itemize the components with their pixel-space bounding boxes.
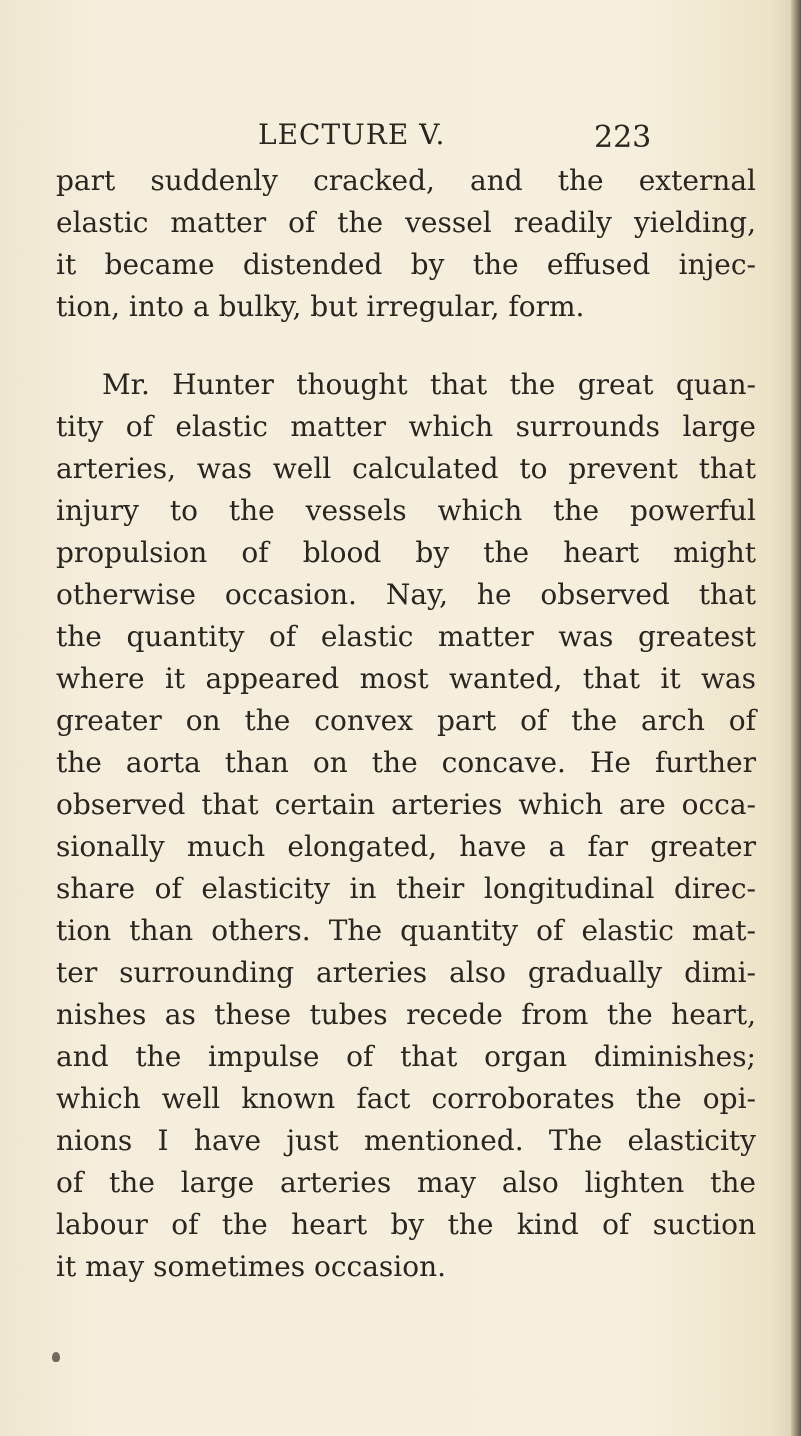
text-line: the quantity of elastic matter was greatest <box>56 620 756 653</box>
body-text <box>56 160 756 1288</box>
text-line: the aorta than on the concave. He further <box>56 746 756 779</box>
text-line: it became distended by the effused injec- <box>56 248 756 281</box>
text-line: tity of elastic matter which surrounds large <box>56 410 756 443</box>
text-line: nions I have just mentioned. The elasticity <box>56 1124 756 1157</box>
running-head: LECTURE V. <box>258 118 446 151</box>
ink-speck <box>52 1352 60 1362</box>
paragraph-gap <box>56 328 756 364</box>
text-line: labour of the heart by the kind of suction <box>56 1208 756 1241</box>
text-line: observed that certain arteries which are occa- <box>56 788 756 821</box>
text-line: where it appeared most wanted, that it was <box>56 662 756 695</box>
text-line: and the impulse of that organ diminishes; <box>56 1040 756 1073</box>
text-line: arteries, was well calculated to prevent that <box>56 452 756 485</box>
text-line: it may sometimes occasion. <box>56 1250 447 1283</box>
paragraph-1 <box>56 160 756 328</box>
text-line: ter surrounding arteries also gradually dimi- <box>56 956 756 989</box>
text-line: tion, into a bulky, but irregular, form. <box>56 290 585 323</box>
text-line: tion than others. The quantity of elastic mat- <box>56 914 756 947</box>
page-edge-shadow <box>791 0 801 1436</box>
text-line: nishes as these tubes recede from the heart, <box>56 998 756 1031</box>
text-line: of the large arteries may also lighten the <box>56 1166 756 1199</box>
text-line: sionally much elongated, have a far greater <box>56 830 756 863</box>
text-line: Mr. Hunter thought that the great quan- <box>102 368 756 401</box>
text-line: share of elasticity in their longitudinal direc- <box>56 872 756 905</box>
text-line: which well known fact corroborates the opi- <box>56 1082 756 1115</box>
text-line: part suddenly cracked, and the external <box>56 164 756 197</box>
page-number: 223 <box>594 120 652 155</box>
text-line: elastic matter of the vessel readily yielding, <box>56 206 756 239</box>
text-line: injury to the vessels which the powerful <box>56 494 756 527</box>
text-line: propulsion of blood by the heart might <box>56 536 756 569</box>
text-line: otherwise occasion. Nay, he observed that <box>56 578 756 611</box>
paragraph-2 <box>56 364 756 1288</box>
text-line: greater on the convex part of the arch of <box>56 704 756 737</box>
